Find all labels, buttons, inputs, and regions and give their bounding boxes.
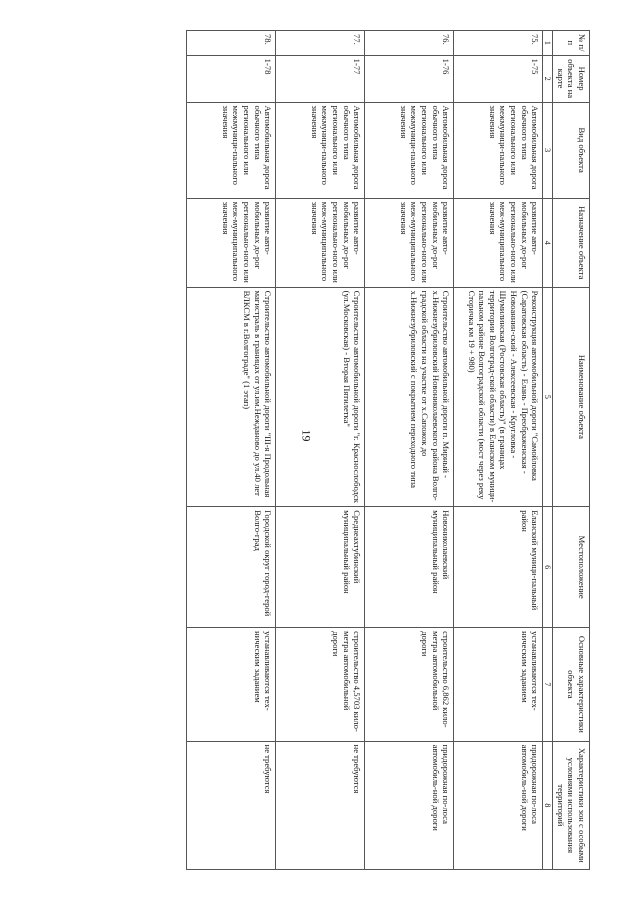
object-kind: Автомобильная дорога обычного типа регионального или межмуници-пального значения [454,102,543,198]
object-specs: устанавливаются тех-ническим заданием [454,628,543,742]
object-location: Новониколаевский муниципальный район [365,507,454,628]
header-cell: Номер объекта на карте [553,55,590,102]
column-number: 6 [543,507,553,628]
column-number: 1 [543,31,553,56]
object-kind: Автомобильная дорога обычного типа регионального или межмуници-пального значения [187,102,276,198]
row-number: 77. [276,31,365,56]
table-row [365,31,454,870]
column-number-row [543,31,553,870]
column-number: 2 [543,55,553,102]
object-zones: не требуются [187,741,276,869]
column-number: 7 [543,628,553,742]
object-zones: придорожная по-лоса автомобиль-ной дороги [454,741,543,869]
table-row [454,31,543,870]
column-number: 5 [543,287,553,507]
object-purpose: развитие авто-мобильных до-рог регионально-ного или меж-муниципального значения [454,198,543,287]
object-specs: строительство 6,862 кило-метра автомобильной дороги [365,628,454,742]
table-row [276,31,365,870]
column-number: 8 [543,741,553,869]
object-purpose: развитие авто-мобильных до-рог регионально-ного или меж-муниципального значения [365,198,454,287]
object-location: Городской округ город-герой Волго-град [187,507,276,628]
header-cell: Основные характеристики объекта [553,628,590,742]
map-number: 1-77 [276,55,365,102]
object-location: Среднеахтубинский муниципальный район [276,507,365,628]
header-cell: № п/п [553,31,590,56]
object-name: Строительство автомобильной дороги п. Мирный - х.Нижнезубриловский Новониколаевского района Волго-градской области на участке от х.Сапожок до х.Нижнезубриловский с покрытием переходного типа [365,287,454,507]
object-zones: не требуются [276,741,365,869]
rotated-table-container [120,30,590,870]
header-cell: Наименование объекта [553,287,590,507]
objects-table [186,30,590,870]
map-number: 1-78 [187,55,276,102]
header-cell: Вид объекта [553,102,590,198]
row-number: 75. [454,31,543,56]
header-cell: Характеристики зон с особыми условиями использования территорий [553,741,590,869]
object-specs: строительство 4,5703 кило-метра автомобильной дороги [276,628,365,742]
object-kind: Автомобильная дорога обычного типа регионального или межмуници-пального значения [276,102,365,198]
object-purpose: развитие авто-мобильных до-рог регионально-ного или меж-муниципального значения [276,198,365,287]
header-cell: Назначение объекта [553,198,590,287]
object-kind: Автомобильная дорога обычного типа регионального или межмуници-пального значения [365,102,454,198]
column-number: 4 [543,198,553,287]
row-number: 78. [187,31,276,56]
column-number: 3 [543,102,553,198]
row-number: 76. [365,31,454,56]
header-cell: Местоположение [553,507,590,628]
object-zones: придорожная по-лоса автомобиль-ной дороги [365,741,454,869]
object-purpose: развитие авто-мобильных до-рог регионально-ного или меж-муниципального значения [187,198,276,287]
header-row [553,31,590,870]
map-number: 1-76 [365,55,454,102]
object-specs: устанавливаются тех-ническим заданием [187,628,276,742]
map-number: 1-75 [454,55,543,102]
object-name: Строительство автомобильной дороги "г. Краснослободск (ул.Московская) - Вторая Пятилетка" [276,287,365,507]
object-name: Строительство автомобильной дороги "III-я Продольная магистраль в границах от ул.им.Нежданово до ул.40 лет ВЛКСМ в г.Волгограде" (1 этап) [187,287,276,507]
table-row [187,31,276,870]
object-name: Реконструкция автомобильной дороги "Самойловка (Саратовская область) - Елань - Преображенская - Новоаннин-ский - Алексеевская - Кругловка - Шумилинская (Ростовская область)" (в границах территории Волгоград-ской области) в Еланском муници-пальном районе Волгоградской области (мост через реку Сторичка км 19 + 980) [454,287,543,507]
page-number: 19 [299,429,314,442]
object-location: Еланский муници-пальный район [454,507,543,628]
